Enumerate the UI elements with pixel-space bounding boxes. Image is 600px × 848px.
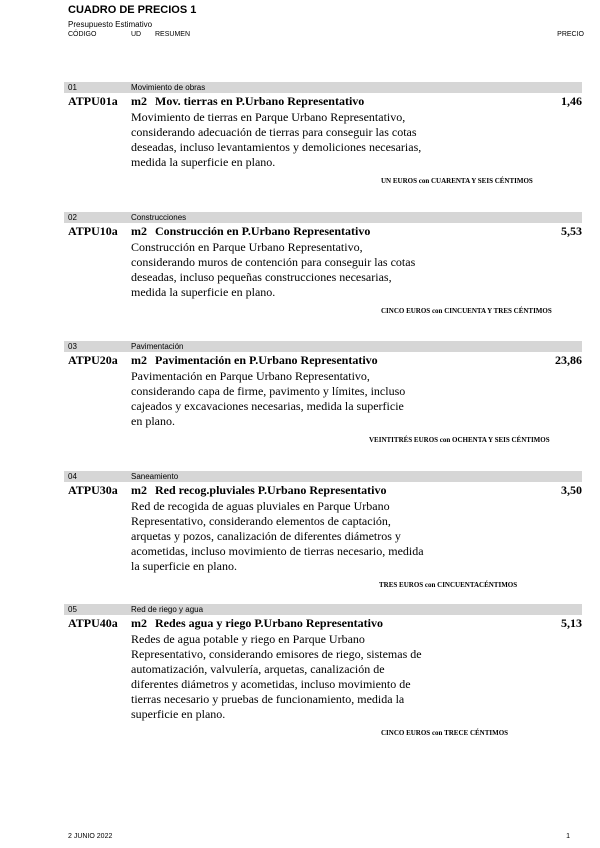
item-description (131, 240, 552, 319)
item-row (64, 94, 582, 110)
item-code: ATPU10a (68, 224, 118, 238)
chapter-header (64, 82, 582, 93)
description-line: Movimiento de tierras en Parque Urbano Representativo, (131, 110, 406, 124)
chapter-block (64, 82, 582, 189)
item-unit: m2 (131, 483, 147, 497)
description-line: deseadas, incluso levantamientos y demoliciones necesarias, (131, 140, 422, 154)
item-unit: m2 (131, 616, 147, 630)
price-in-words: VEINTITRÉS EUROS con OCHENTA Y SEIS CÉNTIMOS (369, 436, 550, 444)
chapter-number: 03 (68, 342, 77, 351)
item-summary: Construcción en P.Urbano Representativo (155, 224, 371, 238)
item-summary: Redes agua y riego P.Urbano Representativo (155, 616, 383, 630)
item-price: 5,53 (561, 224, 582, 238)
description-line: Representativo, considerando emisores de riego, sistemas de (131, 647, 422, 661)
item-code: ATPU20a (68, 353, 118, 367)
description-line: Pavimentación en Parque Urbano Representativo, (131, 369, 370, 383)
price-in-words: UN EUROS con CUARENTA Y SEIS CÉNTIMOS (381, 177, 533, 185)
item-row (64, 353, 582, 369)
chapter-number: 05 (68, 605, 77, 614)
item-description (131, 369, 550, 448)
description-line: automatización, valvulería, arquetas, canalización de (131, 662, 385, 676)
item-summary: Red recog.pluviales P.Urbano Representativo (155, 483, 387, 497)
item-row (64, 616, 582, 632)
chapter-name: Saneamiento (131, 472, 179, 481)
chapter-name: Pavimentación (131, 342, 184, 351)
item-summary: Pavimentación en P.Urbano Representativo (155, 353, 378, 367)
description-line: considerando muros de contención para conseguir las cotas (131, 255, 416, 269)
item-description (131, 110, 533, 189)
document-subtitle: Presupuesto Estimativo (68, 20, 153, 29)
chapter-header (64, 341, 582, 352)
description-line: considerando adecuación de tierras para conseguir las cotas (131, 125, 417, 139)
chapter-number: 01 (68, 83, 77, 92)
item-code: ATPU40a (68, 616, 118, 630)
description-line: Representativo, considerando elementos de captación, (131, 514, 391, 528)
description-line: la superficie en plano. (131, 559, 237, 573)
description-line: en plano. (131, 414, 175, 428)
price-in-words: CINCO EUROS con TRECE CÉNTIMOS (381, 729, 509, 737)
chapter-header (64, 471, 582, 482)
chapter-block (64, 604, 582, 741)
item-price: 1,46 (561, 94, 582, 108)
item-description (131, 632, 509, 741)
description-line: tierras necesario y pruebas de funcionamiento, medida la (131, 692, 405, 706)
footer-date: 2 JUNIO 2022 (68, 833, 113, 840)
description-line: arquetas y pozos, canalización de diferentes diámetros y (131, 529, 401, 543)
column-header-unit: UD (131, 31, 142, 38)
item-summary: Mov. tierras en P.Urbano Representativo (155, 94, 365, 108)
chapter-number: 02 (68, 213, 77, 222)
chapter-block (64, 471, 582, 593)
description-line: cajeados y excavaciones necesarias, medida la superficie (131, 399, 404, 413)
column-header-code: CÓDIGO (68, 31, 97, 38)
item-unit: m2 (131, 353, 147, 367)
description-line: diferentes diámetros y acometidas, incluso movimiento de (131, 677, 411, 691)
description-line: superficie en plano. (131, 707, 226, 721)
chapter-block (64, 341, 582, 448)
column-header-summary: RESUMEN (155, 31, 191, 38)
item-price: 3,50 (561, 483, 582, 497)
item-code: ATPU01a (68, 94, 118, 108)
chapter-name: Movimiento de obras (131, 83, 206, 92)
document-title: CUADRO DE PRECIOS 1 (68, 4, 197, 16)
description-line: Red de recogida de aguas pluviales en Parque Urbano (131, 499, 390, 513)
description-line: deseadas, incluso pequeñas construcciones necesarias, (131, 270, 392, 284)
chapter-block (64, 212, 582, 319)
price-in-words: TRES EUROS con CINCUENTACÉNTIMOS (379, 581, 518, 589)
column-header-price: PRECIO (557, 31, 584, 38)
description-line: medida la superficie en plano. (131, 285, 276, 299)
chapter-name: Red de riego y agua (131, 605, 204, 614)
item-price: 5,13 (561, 616, 582, 630)
chapter-name: Construcciones (131, 213, 187, 222)
page-number: 1 (566, 833, 570, 840)
description-line: considerando capa de firme, pavimento y límites, incluso (131, 384, 406, 398)
item-unit: m2 (131, 94, 147, 108)
description-line: Redes de agua potable y riego en Parque Urbano (131, 632, 365, 646)
item-unit: m2 (131, 224, 147, 238)
item-row (64, 483, 582, 499)
item-description (131, 499, 518, 593)
chapter-header (64, 604, 582, 615)
item-price: 23,86 (555, 353, 582, 367)
price-in-words: CINCO EUROS con CINCUENTA Y TRES CÉNTIMOS (381, 307, 552, 315)
description-line: acometidas, incluso movimiento de tierras necesario, medida (131, 544, 424, 558)
item-row (64, 224, 582, 240)
chapter-header (64, 212, 582, 223)
description-line: medida la superficie en plano. (131, 155, 276, 169)
chapter-number: 04 (68, 472, 77, 481)
item-code: ATPU30a (68, 483, 118, 497)
description-line: Construcción en Parque Urbano Representativo, (131, 240, 363, 254)
